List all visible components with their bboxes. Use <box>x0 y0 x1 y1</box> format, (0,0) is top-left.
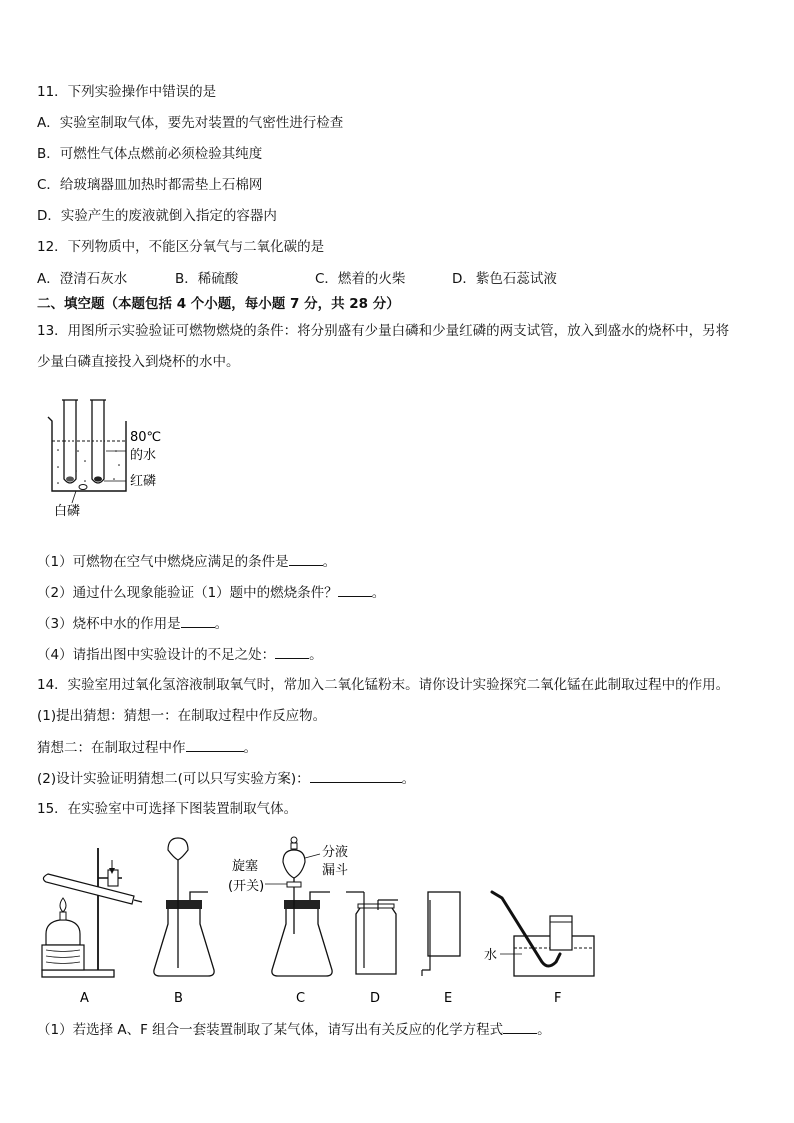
label-d: D <box>370 991 381 1006</box>
q11-option-d: D．实验产生的废液就倒入指定的容器内 <box>37 208 277 224</box>
q12-stem: 12．下列物质中，不能区分氧气与二氧化碳的是 <box>37 239 325 255</box>
q13-sub3: （3）烧杯中水的作用是 。 <box>37 616 229 632</box>
q12-option-b: B．稀硫酸 <box>175 271 239 287</box>
q13-sub1: （1）可燃物在空气中燃烧应满足的条件是 。 <box>37 554 337 570</box>
q14-stem: 14．实验室用过氧化氢溶液制取氧气时，常加入二氧化锰粉末。请你设计实验探究二氧化锰在此制取过程中的作用。 <box>37 677 730 693</box>
q14-line2: 猜想二：在制取过程中作 。 <box>37 740 257 756</box>
q12-option-a: A．澄清石灰水 <box>37 271 128 287</box>
q11-stem: 11．下列实验操作中错误的是 <box>37 84 217 100</box>
q12-option-d: D．紫色石蕊试液 <box>452 271 557 287</box>
q14-line3: (2)设计实验证明猜想二(可以只写实验方案)： 。 <box>37 771 416 787</box>
label-e: E <box>444 991 453 1006</box>
apparatus-e <box>422 892 460 976</box>
q13-figure-beaker <box>40 395 180 525</box>
label-b: B <box>174 991 183 1006</box>
q15-stem: 15．在实验室中可选择下图装置制取气体。 <box>37 801 298 817</box>
q13-sub2: （2）通过什么现象能验证（1）题中的燃烧条件？ 。 <box>37 585 386 601</box>
beaker-water-label: 的水 <box>130 448 157 463</box>
funnel-label-1: 分液 <box>322 845 349 860</box>
apparatus-d <box>346 892 398 974</box>
section-heading: 二、填空题（本题包括 4 个小题，每小题 7 分，共 28 分） <box>37 296 400 312</box>
funnel-label-2: 漏斗 <box>322 863 349 878</box>
q13-sub4: （4）请指出图中实验设计的不足之处： 。 <box>37 647 323 663</box>
q11-option-a: A．实验室制取气体，要先对装置的气密性进行检查 <box>37 115 344 131</box>
q15-sub1: （1）若选择 A、F 组合一套装置制取了某气体，请写出有关反应的化学方程式 。 <box>37 1022 551 1038</box>
apparatus-b <box>154 838 214 976</box>
q13-stem-line1: 13．用图所示实验验证可燃物燃烧的条件：将分别盛有少量白磷和少量红磷的两支试管，放入到盛水的烧杯中，另将 <box>37 323 730 339</box>
apparatus-a <box>42 848 142 977</box>
beaker-temp-label: 80℃ <box>130 430 162 445</box>
apparatus-f <box>484 892 594 976</box>
label-a: A <box>80 991 89 1006</box>
label-c: C <box>296 991 306 1006</box>
label-f: F <box>554 991 562 1006</box>
q13-stem-line2: 少量白磷直接投入到烧杯的水中。 <box>37 354 240 370</box>
q14-line1: (1)提出猜想：猜想一：在制取过程中作反应物。 <box>37 708 327 724</box>
q12-option-c: C．燃着的火柴 <box>315 271 406 287</box>
valve-label-1: 旋塞 <box>232 859 259 874</box>
red-phosphorus-label: 红磷 <box>130 474 157 489</box>
white-phosphorus-label: 白磷 <box>54 504 81 519</box>
water-label: 水 <box>484 948 498 963</box>
q11-option-c: C．给玻璃器皿加热时都需垫上石棉网 <box>37 177 263 193</box>
q15-figure-apparatus <box>30 830 610 1015</box>
valve-label-2: (开关) <box>228 879 265 894</box>
apparatus-c <box>228 837 348 976</box>
q11-option-b: B．可燃性气体点燃前必须检验其纯度 <box>37 146 263 162</box>
